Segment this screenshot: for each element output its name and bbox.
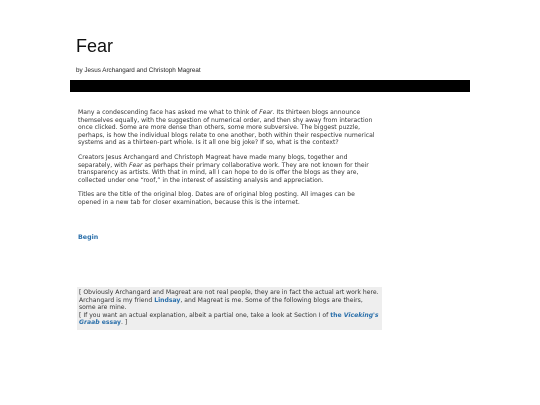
- intro-paragraph-3: Titles are the title of the original blog. Dates are of original blog posting. All images can be opened in a new tab for closer examination, because this is the internet.: [78, 191, 355, 206]
- byline: by Jesus Archangard and Christoph Magreat: [76, 67, 201, 74]
- footnote-line-1: [ Obviously Archangard and Magreat are not real people, they are in fact the actual art work here. Archangard is my friend Lindsay, and Magreat is me. Some of the following blogs are theirs, some are mine.: [79, 289, 379, 312]
- intro-paragraph-1: Many a condescending face has asked me what to think of Fear. Its thirteen blogs announce themselves equally, with the suggestion of numerical order, and then shy away from interaction once clicked. Some are more dense than others, some more subversive. The biggest puzzle, perhaps, is how the individual blogs relate to one another, both within their respective numerical systems and as a thirteen-part whole. Is it all one big joke? If so, what is the context?: [78, 109, 375, 147]
- lindsay-link[interactable]: Lindsay: [154, 296, 181, 304]
- work-title-fear: Fear: [259, 109, 273, 116]
- work-title-fear: Fear: [128, 161, 143, 169]
- intro-section: [78, 109, 378, 241]
- header-bar: [70, 80, 470, 92]
- footnote-box: [77, 287, 382, 330]
- page-title: Fear: [76, 36, 114, 56]
- begin-link[interactable]: Begin: [78, 233, 99, 241]
- footnote-line-2: [ If you want an actual explanation, albeit a partial one, take a look at Section I of the Viceking's Graab essay. ]: [79, 311, 379, 327]
- viceking-essay-link[interactable]: the Viceking's Graab essay: [79, 311, 379, 327]
- intro-paragraph-2: Creators Jesus Archangard and Christoph Magreat have made many blogs, together and separately, with Fear as perhaps their primary collaborative work. They are not known for their transparency as artists. With that in mind, all I can hope to do is offer the blogs as they are, collected under one “roof,” in the interest of assisting analysis and appreciation.: [78, 153, 369, 184]
